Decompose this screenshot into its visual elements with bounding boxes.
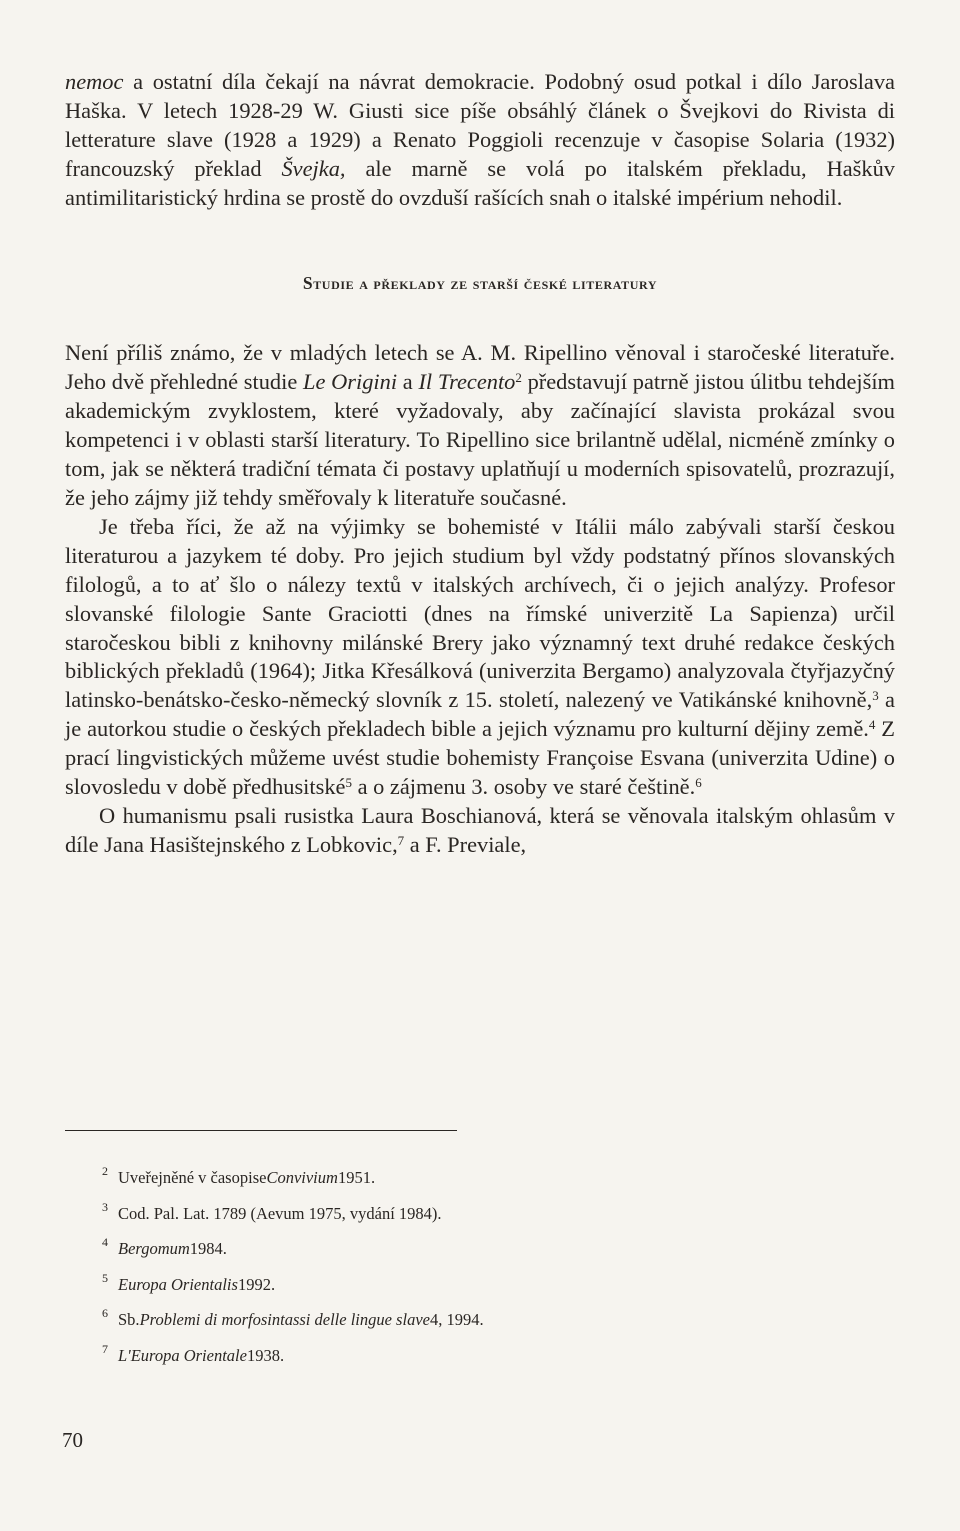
italic-text: Le Origini [303,369,398,395]
footnote-italic: Convivium [266,1168,338,1187]
footnote-mark: 7 [102,1341,108,1356]
paragraph-text: Je třeba říci, že až na výjimky se bohemisté v Itálii málo zabývali starší českou literaturou a jazykem té doby. Pro jejich studium byl vždy podstatný přínos slovanských filologů, a to ať šlo o nálezy textů v italských archívech, či o jejich analýzy. Profesor slovanské filologie Sante Graciotti (dnes na římské univerzitě La Sapienza) určil staročeskou bibli z knihovny milánské Brery jako významný text druhé redakce českých biblických překladů (1964); Jitka Křesálková (univerzita Bergamo) analyzovala čtyřjazyčný latinsko-benátsko-česko-německý slovník z 15. století, nalezený ve Vatikánské knihovně, [65,513,895,713]
footnote-italic: L'Europa Orientale [118,1345,247,1365]
footnote [102,1232,862,1268]
italic-text: nemoc [65,69,124,94]
footnote-ref: 5 [345,775,352,791]
paragraph-text: Z prací lingvistických můžeme uvést studie bohemisty Françoise Esvana (univerzita Udine) o slovosledu v době předhusitské [65,716,895,800]
paragraph-text: ale marně se volá po italském překladu, Haškův antimilitaristický hrdina se prostě do ovzduší rašících snah o italské impérium nehodil. [65,155,895,210]
footnote-italic: Bergomum [118,1239,190,1258]
footnote-rule [65,1130,457,1131]
footnote-mark: 2 [102,1164,108,1178]
footnote-text: Sb. [118,1310,140,1329]
section-heading: Studie a překlady ze starší české literatury [302,272,658,293]
footnote [102,1268,862,1304]
italic-text: Il Trecento [418,369,516,395]
opening-paragraph [65,68,895,213]
paragraph-text: a [397,369,419,395]
footnote-text: 1951. [337,1168,376,1187]
paragraph-text: O humanismu psali rusistka Laura Boschianová, která se věnovala italským ohlasům v díle Jana Hasištejnského z Lobkovic, [65,802,895,857]
footnote-text: 4, 1994. [429,1310,484,1329]
footnote [102,1161,862,1197]
footnote-text: 1938. [246,1345,285,1365]
footnote-ref: 4 [868,717,876,733]
paragraph-bohemists [65,513,895,802]
footnote-ref: 2 [515,370,522,386]
footnote-mark: 6 [102,1306,108,1320]
paragraph-ripellino [65,339,895,512]
footnote-italic: Problemi di morfosintassi delle lingue slave [139,1310,430,1329]
footnote-text: Uveřejněné v časopise [118,1168,267,1187]
paragraph-text: Není příliš známo, že v mladých letech se A. M. Ripellino věnoval i staročeské literatuře. Jeho dvě přehledné studie [65,340,895,395]
page-number: 70 [62,1428,83,1452]
paragraph-text: a o zájmenu 3. osoby ve staré češtině. [351,774,696,800]
footnote-italic: Europa Orientalis [118,1274,238,1294]
footnote-ref: 3 [872,688,879,704]
footnote-mark: 4 [102,1235,108,1249]
footnote-mark: 3 [102,1199,108,1214]
footnote-ref: 7 [397,832,405,848]
paragraph-humanism [65,802,895,860]
paragraph-text: představují patrně jistou úlitbu tehdejším akademickým zvyklostem, které vyžadovaly, aby začínající slavista prokázal svou kompetenci i v oblasti starší literatury. To Ripellino sice brilantně udělal, nicméně zmínky o tom, jak se některá tradiční témata či postavy uplatňují u moderních spisovatelů, prozrazují, že jeho zájmy již tehdy směřovaly k literatuře současné. [65,369,895,510]
footnote-text: 1992. [237,1274,276,1294]
footnote-ref: 6 [695,775,702,791]
footnote-text: Cod. Pal. Lat. 1789 (Aevum 1975, vydání 1984). [118,1203,442,1223]
footnote-mark: 5 [102,1270,108,1285]
footnote [102,1303,862,1339]
paragraph-text: a je autorkou studie o českých překladech bible a jejich významu pro kulturní dějiny země. [65,687,895,742]
italic-text: Švejka, [281,155,346,181]
footnote [102,1339,862,1375]
footnotes [102,1161,862,1374]
paragraph-text: a ostatní díla čekají na návrat demokracie. Podobný osud potkal i dílo Jaroslava Haška. V letech 1928-29 W. Giusti sice píše obsáhlý článek o Švejkovi do Rivista di letterature slave (1928 a 1929) a Renato Poggioli recenzuje v časopise Solaria (1932) francouzský překlad [65,69,895,181]
footnote-text: 1984. [189,1239,227,1258]
footnote [102,1197,862,1233]
paragraph-text: a F. Previale, [404,831,527,857]
body-text [65,68,895,860]
